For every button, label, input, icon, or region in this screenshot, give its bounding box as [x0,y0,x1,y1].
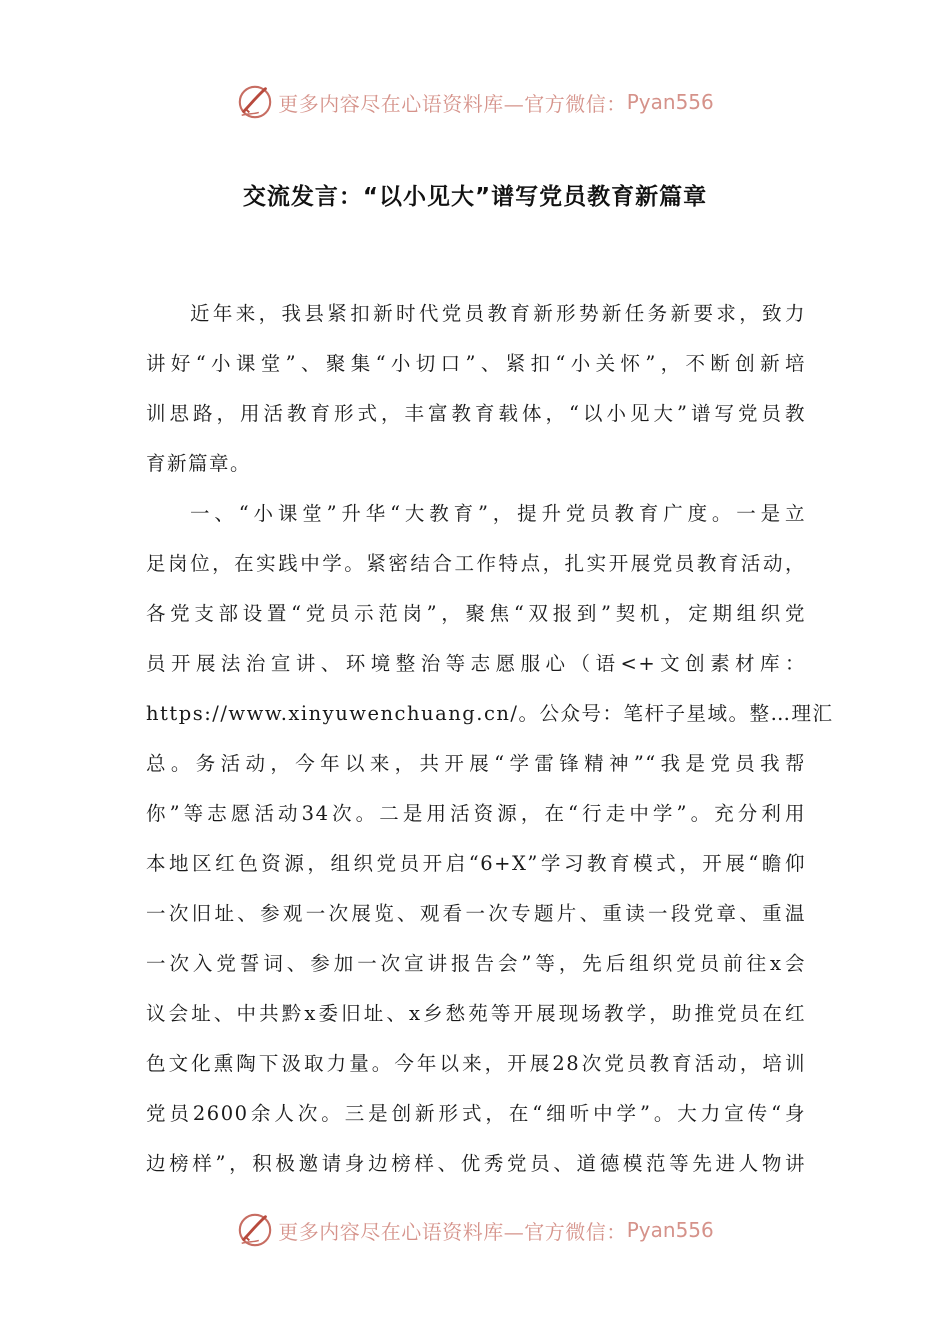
watermark-text: 更多内容尽在心语资料库—官方微信： [278,91,627,116]
document-body [146,289,834,1189]
body-line: 一次入党誓词、参加一次宣讲报告会”等，先后组织党员前往x会 [146,952,806,975]
body-line: 边榜样”，积极邀请身边榜样、优秀党员、道德模范等先进人物讲 [146,1152,806,1175]
body-line: 各党支部设置“党员示范岗”，聚焦“双报到”契机，定期组织党 [146,602,806,625]
body-line: 育新篇章。 [146,452,252,475]
body-line: 一次旧址、参观一次展览、观看一次专题片、重读一段党章、重温 [146,902,806,925]
body-line: 党员2600余人次。三是创新形式，在“细听中学”。大力宣传“身 [146,1102,806,1125]
body-line: 你”等志愿活动34次。二是用活资源，在“行走中学”。充分利用 [146,802,806,825]
body-line-url: https://www.xinyuwenchuang.cn/。公众号：笔杆子星域。整…理汇 [146,702,834,725]
pen-logo-icon [236,83,274,121]
document-title: 交流发言：“以小见大”谱写党员教育新篇章 [242,184,708,210]
body-line: 讲好“小课堂”、聚集“小切口”、紧扣“小关怀”，不断创新培 [146,352,806,375]
body-line: 近年来，我县紧扣新时代党员教育新形势新任务新要求，致力 [190,302,806,325]
body-line: 本地区红色资源，组织党员开启“6+X”学习教育模式，开展“瞻仰 [146,852,806,875]
watermark-footer [0,1210,950,1250]
watermark-text: 更多内容尽在心语资料库—官方微信： [278,1219,627,1244]
body-line: 总。务活动，今年以来，共开展“学雷锋精神”“我是党员我帮 [146,752,806,775]
body-line: 训思路，用活教育形式，丰富教育载体，“以小见大”谱写党员教 [146,402,806,425]
watermark-header [0,82,950,122]
body-line: 一、“小课堂”升华“大教育”，提升党员教育广度。一是立 [190,502,806,525]
watermark-wechat-id: Pyan556 [626,1218,714,1242]
body-line: 员开展法治宣讲、环境整治等志愿服心（语<+文创素材库： [146,652,806,675]
body-line: 色文化熏陶下汲取力量。今年以来，开展28次党员教育活动，培训 [146,1052,806,1075]
watermark-wechat-id: Pyan556 [626,90,714,114]
body-line: 足岗位，在实践中学。紧密结合工作特点，扎实开展党员教育活动， [146,552,806,575]
pen-logo-icon [236,1211,274,1249]
body-line: 议会址、中共黔x委旧址、x乡愁苑等开展现场教学，助推党员在红 [146,1002,806,1025]
